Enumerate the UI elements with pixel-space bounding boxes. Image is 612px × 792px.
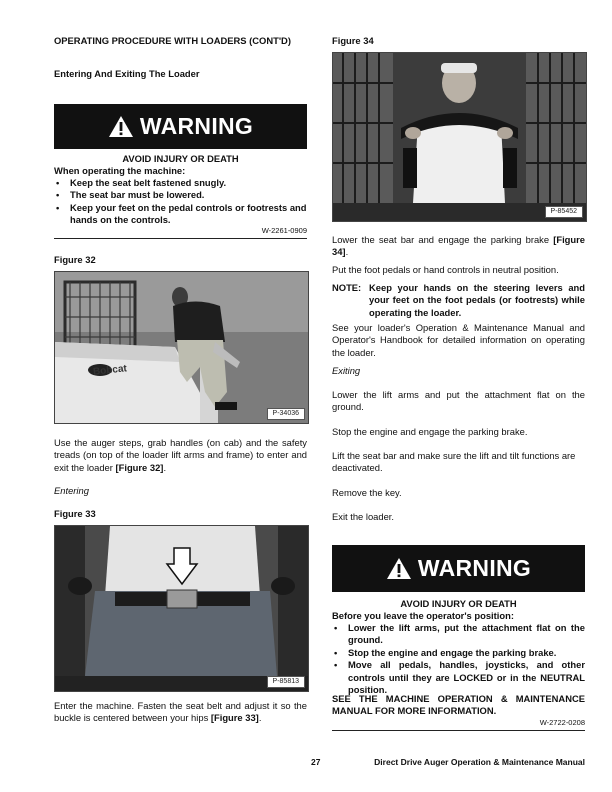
note-block (332, 282, 585, 319)
exiting-label: Exiting (332, 365, 361, 376)
section-title: OPERATING PROCEDURE WITH LOADERS (CONT'D) (54, 35, 291, 46)
figure-32-photo-id: P-34036 (267, 408, 305, 420)
list-item: • Move all pedals, handles, joysticks, and other controls until they are LOCKED or in the NEUTRAL position. (332, 659, 585, 696)
warning-banner-text: WARNING (139, 113, 254, 140)
list-item: • Keep the seat belt fastened snugly. (54, 177, 307, 189)
figure-33-photo-id: P-85813 (267, 676, 305, 688)
paragraph-remove-key: Remove the key. (332, 487, 402, 498)
paragraph-exit-loader: Exit the loader. (332, 511, 395, 522)
divider (332, 730, 585, 731)
paragraph-enter: Enter the machine. Fasten the seat belt and adjust it so the buckle is centered between your hips [Figure 33]. (54, 700, 307, 724)
paragraph-neutral: Put the foot pedals or hand controls in neutral position. (332, 264, 559, 275)
list-item: • Lower the lift arms, put the attachment flat on the ground. (332, 622, 585, 647)
figure-34-photo (332, 52, 587, 222)
page-number: 27 (311, 757, 321, 767)
warning-banner-text: WARNING (417, 555, 532, 582)
warning-1-title: AVOID INJURY OR DEATH (122, 153, 239, 164)
paragraph-steps: Use the auger steps, grab handles (on cab) and the safety treads (on top of the loader lift arms and frame) to enter and exit the loader [Figure 32]. (54, 437, 307, 473)
warning-triangle-icon (108, 115, 134, 138)
list-item: • Keep your feet on the pedal controls or footrests and hands on the controls. (54, 202, 307, 227)
paragraph-manual: See your loader's Operation & Maintenance Manual and Operator's Handbook for detailed information on operating the loader. (332, 322, 585, 358)
figure-32-ref: [Figure 32] (115, 461, 164, 473)
warning-banner-2 (332, 545, 585, 592)
paragraph-lift-arms: Lower the lift arms and put the attachment flat on the ground. (332, 389, 585, 413)
figure-34-photo-id: P-85452 (545, 206, 583, 218)
warning-banner-1 (54, 104, 307, 149)
figure-33-caption: Figure 33 (54, 508, 96, 519)
subheading-entering-exiting: Entering And Exiting The Loader (54, 68, 200, 79)
figure-32-caption: Figure 32 (54, 254, 96, 265)
list-item: • Stop the engine and engage the parking brake. (332, 647, 585, 659)
paragraph-seat-bar: Lift the seat bar and make sure the lift and tilt functions are deactivated. (332, 450, 576, 474)
figure-32-photo (54, 271, 309, 424)
note-label: NOTE: (332, 282, 362, 293)
paragraph-lower-seatbar: Lower the seat bar and engage the parking brake [Figure 34]. (332, 234, 585, 258)
figure-33-photo (54, 525, 309, 692)
figure-34-caption: Figure 34 (332, 35, 374, 46)
warning-2-closing: SEE THE MACHINE OPERATION & MAINTENANCE MANUAL FOR MORE INFORMATION. (332, 693, 585, 717)
warning-triangle-icon (386, 557, 412, 580)
manual-title: Direct Drive Auger Operation & Maintenance Manual (374, 757, 585, 767)
figure-33-ref: [Figure 33] (210, 712, 259, 724)
note-text: Keep your hands on the steering levers and your feet on the foot pedals (or footrests) while operating the loader. (369, 282, 585, 318)
warning-2-intro: Before you leave the operator's position: (332, 610, 514, 621)
warning-2-list (332, 622, 585, 696)
divider (54, 238, 307, 239)
warning-1-code: W-2261-0909 (261, 226, 307, 235)
paragraph-stop-engine: Stop the engine and engage the parking brake. (332, 426, 528, 437)
list-item: • The seat bar must be lowered. (54, 189, 307, 201)
figure-34-ref: [Figure 34] (332, 234, 585, 258)
entering-label: Entering (54, 485, 89, 496)
warning-2-code: W-2722-0208 (539, 718, 585, 727)
warning-1-list (54, 177, 307, 227)
bobcat-logo-text: Bobcat (92, 363, 128, 378)
warning-2-title: AVOID INJURY OR DEATH (400, 598, 517, 609)
warning-1-intro: When operating the machine: (54, 165, 186, 176)
